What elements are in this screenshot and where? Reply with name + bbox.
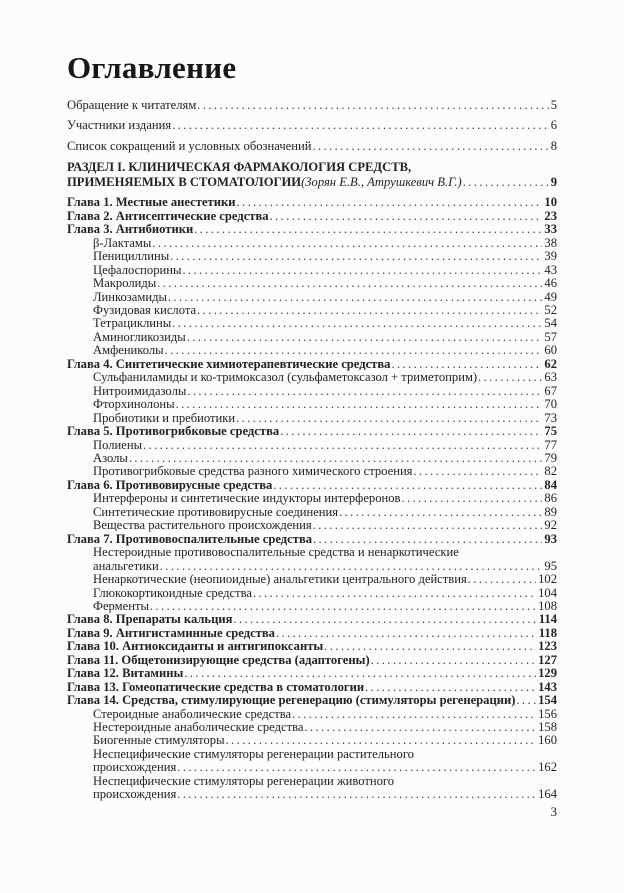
- dot-leader: [365, 681, 536, 694]
- toc-entry-label: Интерфероны и синтетические индукторы интерферонов: [93, 491, 401, 506]
- toc-line: [67, 546, 557, 559]
- toc-entry-page: 57: [544, 329, 557, 344]
- toc-entry-label: Аминогликозиды: [93, 329, 186, 344]
- toc-entry-label: Линкозамиды: [93, 289, 167, 304]
- toc-entry-page: 52: [544, 302, 557, 317]
- toc-entry: [67, 196, 557, 209]
- dot-leader: [172, 317, 542, 330]
- toc-entry-label: Фторхинолоны: [93, 397, 175, 412]
- dot-leader: [236, 196, 542, 209]
- toc-entry-label: Ферменты: [93, 598, 149, 613]
- toc-entry-label: Цефалоспорины: [93, 262, 182, 277]
- dot-leader: [478, 371, 542, 384]
- toc-entry: [67, 317, 557, 330]
- toc-entry-page: 82: [544, 464, 557, 479]
- toc-entry-label: Вещества растительного происхождения: [93, 518, 312, 533]
- dot-leader: [177, 761, 536, 774]
- toc-entry: [67, 694, 557, 707]
- toc-entry: [67, 667, 557, 680]
- toc-line: [67, 452, 557, 465]
- toc-entry: [67, 465, 557, 478]
- toc-line: [67, 492, 557, 505]
- toc-entry-label: Стероидные анаболические средства: [93, 706, 292, 721]
- toc-line: [67, 398, 557, 411]
- toc-entry: [67, 291, 557, 304]
- toc-entry-page: 129: [538, 666, 557, 681]
- toc-entry: [67, 223, 557, 236]
- toc-entry-page: 67: [544, 383, 557, 398]
- toc-line: [67, 175, 557, 190]
- toc-entry-label: происхождения: [93, 787, 177, 802]
- toc-entry: [67, 775, 557, 802]
- dot-leader: [152, 237, 542, 250]
- dot-leader: [313, 519, 543, 532]
- dot-leader: [182, 264, 542, 277]
- dot-leader: [157, 277, 542, 290]
- toc-entry-label: Азолы: [93, 450, 128, 465]
- toc-entry-page: 70: [544, 397, 557, 412]
- toc-entry-page: 54: [544, 316, 557, 331]
- toc-entry-authors: (Зорян Е.В., Атрушкевич В.Г.): [301, 175, 462, 190]
- toc-entry: [67, 640, 557, 653]
- toc-line: [67, 734, 557, 747]
- dot-leader: [143, 439, 542, 452]
- toc-entry-page: 92: [544, 518, 557, 533]
- toc-line: [67, 358, 557, 371]
- toc-entry-page: 10: [544, 195, 557, 210]
- dot-leader: [172, 119, 549, 132]
- toc-entry: [67, 533, 557, 546]
- dot-leader: [402, 492, 543, 505]
- toc-line: [67, 708, 557, 721]
- toc-entry-page: 93: [544, 531, 557, 546]
- dot-leader: [391, 358, 542, 371]
- toc-entry: [67, 140, 557, 153]
- toc-line: [67, 344, 557, 357]
- dot-leader: [324, 640, 536, 653]
- dot-leader: [197, 99, 548, 112]
- toc-line: [67, 761, 557, 774]
- toc-entry: [67, 654, 557, 667]
- toc-line: [67, 667, 557, 680]
- toc-entry: [67, 99, 557, 112]
- toc-line: [67, 681, 557, 694]
- dot-leader: [197, 304, 542, 317]
- toc-entry-page: 38: [544, 235, 557, 250]
- toc-line: [67, 465, 557, 478]
- toc-line: [67, 533, 557, 546]
- toc-entry-page: 86: [544, 491, 557, 506]
- toc-line: [67, 317, 557, 330]
- toc-entry-label: Глава 4. Синтетические химиотерапевтические средства: [67, 356, 391, 371]
- toc-line: [67, 385, 557, 398]
- toc-entry: [67, 385, 557, 398]
- toc-entry: [67, 160, 557, 190]
- toc-entry-label: Участники издания: [67, 118, 172, 133]
- toc-line: [67, 506, 557, 519]
- toc-entry-label: анальгетики: [93, 558, 159, 573]
- toc-entry-label: Глава 12. Витамины: [67, 666, 184, 681]
- toc-entry-label: Нестероидные противовоспалительные средства и ненаркотические: [93, 545, 459, 560]
- toc-entry-page: 75: [544, 424, 557, 439]
- toc-entry-label: Неспецифические стимуляторы регенерации растительного: [93, 746, 414, 761]
- toc-entry-page: 23: [544, 208, 557, 223]
- toc-entry-page: 127: [538, 652, 557, 667]
- toc-entry-label: Глава 6. Противовирусные средства: [67, 477, 273, 492]
- toc-entry-label: Глюкокортикоидные средства: [93, 585, 252, 600]
- dot-leader: [129, 452, 543, 465]
- dot-leader: [292, 708, 536, 721]
- toc-entry-label: β-Лактамы: [93, 235, 152, 250]
- toc-entry: [67, 439, 557, 452]
- toc-entry-page: 95: [544, 558, 557, 573]
- toc-entry-label: Нестероидные анаболические средства: [93, 720, 304, 735]
- toc-entry-page: 160: [538, 733, 557, 748]
- toc-entry-page: 33: [544, 222, 557, 237]
- toc-entry-page: 39: [544, 249, 557, 264]
- toc-entry: [67, 277, 557, 290]
- dot-leader: [304, 721, 536, 734]
- toc-entry-label: Пробиотики и пребиотики: [93, 410, 236, 425]
- toc-line: [67, 237, 557, 250]
- toc-line: [67, 627, 557, 640]
- toc-entry-page: 158: [538, 720, 557, 735]
- toc-line: [67, 210, 557, 223]
- toc-entry: [67, 412, 557, 425]
- toc-entry-label: Глава 13. Гомеопатические средства в стоматологии: [67, 679, 365, 694]
- page-title: Оглавление: [67, 50, 237, 85]
- toc-entry: [67, 587, 557, 600]
- dot-leader: [168, 291, 542, 304]
- toc-line: [67, 654, 557, 667]
- toc-line: [67, 748, 557, 761]
- toc-entry-label: Глава 1. Местные анестетики: [67, 195, 236, 210]
- dot-leader: [413, 465, 542, 478]
- toc-entry: [67, 748, 557, 775]
- toc-entry: [67, 304, 557, 317]
- toc-line: [67, 412, 557, 425]
- toc-line: [67, 479, 557, 492]
- toc-line: [67, 439, 557, 452]
- toc-entry: [67, 492, 557, 505]
- toc-list: [67, 99, 557, 802]
- toc-entry: [67, 721, 557, 734]
- toc-entry-label: Ненаркотические (неопиоидные) анальгетики центрального действия: [93, 572, 467, 587]
- toc-entry-label: происхождения: [93, 760, 177, 775]
- dot-leader: [226, 734, 537, 747]
- toc-entry: [67, 237, 557, 250]
- toc-line: [67, 160, 557, 175]
- toc-entry-label: Глава 11. Общетонизирующие средства (адаптогены): [67, 652, 370, 667]
- dot-leader: [312, 140, 548, 153]
- toc-entry: [67, 600, 557, 613]
- toc-entry-label: Глава 8. Препараты кальция: [67, 612, 233, 627]
- toc-entry: [67, 425, 557, 438]
- dot-leader: [170, 250, 542, 263]
- dot-leader: [313, 533, 542, 546]
- dot-leader: [371, 654, 536, 667]
- toc-entry-label: Противогрибковые средства разного химического строения: [93, 464, 413, 479]
- toc-entry: [67, 452, 557, 465]
- toc-line: [67, 560, 557, 573]
- toc-entry-page: 62: [544, 356, 557, 371]
- toc-entry: [67, 546, 557, 573]
- toc-entry-label: Глава 2. Антисептические средства: [67, 208, 269, 223]
- toc-entry: [67, 210, 557, 223]
- toc-entry-label: Глава 14. Средства, стимулирующие регенерацию (стимуляторы регенерации): [67, 693, 516, 708]
- toc-entry-page: 46: [544, 276, 557, 291]
- toc-entry: [67, 264, 557, 277]
- dot-leader: [160, 560, 543, 573]
- toc-entry-page: 114: [538, 612, 557, 627]
- toc-line: [67, 613, 557, 626]
- toc-entry: [67, 519, 557, 532]
- toc-entry-label: Неспецифические стимуляторы регенерации животного: [93, 773, 395, 788]
- toc-entry-page: 5: [550, 98, 557, 112]
- toc-entry-label: Полиены: [93, 437, 143, 452]
- toc-entry-label: Обращение к читателям: [67, 98, 197, 112]
- toc-entry-page: 143: [538, 679, 557, 694]
- toc-entry-label: Макролиды: [93, 276, 157, 291]
- toc-entry-page: 118: [538, 625, 557, 640]
- toc-entry-page: 162: [538, 760, 557, 775]
- dot-leader: [276, 627, 537, 640]
- toc-entry-label: Глава 3. Антибиотики: [67, 222, 194, 237]
- toc-entry-label: Список сокращений и условных обозначений: [67, 138, 312, 153]
- toc-entry-label: Биогенные стимуляторы: [93, 733, 225, 748]
- toc-entry: [67, 734, 557, 747]
- page-number: 3: [550, 804, 557, 819]
- toc-entry-page: 6: [550, 118, 557, 133]
- dot-leader: [194, 223, 542, 236]
- dot-leader: [176, 398, 543, 411]
- toc-entry: [67, 250, 557, 263]
- dot-leader: [468, 573, 536, 586]
- toc-entry-page: 8: [550, 138, 557, 153]
- toc-entry-page: 102: [538, 572, 557, 587]
- toc-entry: [67, 398, 557, 411]
- toc-entry-page: 154: [538, 693, 557, 708]
- dot-leader: [187, 331, 543, 344]
- toc-line: [67, 573, 557, 586]
- toc-entry-label: Глава 5. Противогрибковые средства: [67, 424, 280, 439]
- toc-entry: [67, 344, 557, 357]
- dot-leader: [187, 385, 542, 398]
- toc-line: [67, 721, 557, 734]
- toc-entry-page: 84: [544, 477, 557, 492]
- toc-entry: [67, 331, 557, 344]
- toc-entry-page: 43: [544, 262, 557, 277]
- toc-line: [67, 600, 557, 613]
- dot-leader: [516, 694, 536, 707]
- dot-leader: [270, 210, 543, 223]
- toc-entry-page: 79: [544, 450, 557, 465]
- toc-line: [67, 140, 557, 153]
- toc-entry-page: 63: [544, 370, 557, 385]
- toc-entry-label: Глава 7. Противовоспалительные средства: [67, 531, 313, 546]
- dot-leader: [236, 412, 542, 425]
- toc-entry: [67, 573, 557, 586]
- dot-leader: [339, 506, 542, 519]
- toc-line: [67, 694, 557, 707]
- dot-leader: [184, 667, 536, 680]
- dot-leader: [280, 425, 542, 438]
- dot-leader: [233, 613, 536, 626]
- toc-entry-page: 123: [538, 639, 557, 654]
- toc-entry: [67, 613, 557, 626]
- toc-entry-page: 89: [544, 504, 557, 519]
- toc-entry: [67, 358, 557, 371]
- toc-line: [67, 291, 557, 304]
- toc-line: [67, 119, 557, 132]
- dot-leader: [463, 175, 549, 190]
- toc-entry-label: Синтетические противовирусные соединения: [93, 504, 339, 519]
- toc-entry: [67, 506, 557, 519]
- toc-line: [67, 425, 557, 438]
- toc-entry-page: 108: [538, 598, 557, 613]
- toc-entry-page: 164: [538, 787, 557, 802]
- toc-line: [67, 519, 557, 532]
- toc-line: [67, 331, 557, 344]
- toc-line: [67, 371, 557, 384]
- dot-leader: [253, 587, 536, 600]
- toc-entry-label: Нитроимидазолы: [93, 383, 187, 398]
- toc-entry-label: Амфениколы: [93, 343, 164, 358]
- toc-entry-page: 49: [544, 289, 557, 304]
- toc-entry-page: 104: [538, 585, 557, 600]
- toc-entry-page: 77: [544, 437, 557, 452]
- toc-entry-label: Пенициллины: [93, 249, 170, 264]
- toc-entry: [67, 708, 557, 721]
- toc-line: [67, 250, 557, 263]
- toc-line: [67, 788, 557, 801]
- toc-entry-label: Глава 10. Антиоксиданты и антигипоксанты: [67, 639, 324, 654]
- toc-entry-label: Сульфаниламиды и ко-тримоксазол (сульфаметоксазол + триметоприм): [93, 370, 478, 385]
- toc-entry-page: 9: [550, 175, 557, 190]
- toc-entry-label: ПРИМЕНЯЕМЫХ В СТОМАТОЛОГИИ: [67, 175, 302, 190]
- toc-line: [67, 640, 557, 653]
- toc-line: [67, 587, 557, 600]
- toc-entry-label: Глава 9. Антигистаминные средства: [67, 625, 275, 640]
- toc-line: [67, 196, 557, 209]
- toc-entry: [67, 479, 557, 492]
- toc-entry-label: Тетрациклины: [93, 316, 172, 331]
- dot-leader: [150, 600, 536, 613]
- toc-entry-label: РАЗДЕЛ I. КЛИНИЧЕСКАЯ ФАРМАКОЛОГИЯ СРЕДСТВ,: [67, 160, 412, 175]
- toc-entry: [67, 371, 557, 384]
- toc-entry: [67, 627, 557, 640]
- toc-line: [67, 775, 557, 788]
- toc-line: [67, 264, 557, 277]
- toc-entry-page: 156: [538, 706, 557, 721]
- toc-entry: [67, 119, 557, 132]
- toc-line: [67, 277, 557, 290]
- toc-line: [67, 99, 557, 112]
- toc-line: [67, 304, 557, 317]
- toc-entry-page: 60: [544, 343, 557, 358]
- dot-leader: [273, 479, 542, 492]
- dot-leader: [177, 788, 536, 801]
- toc-entry: [67, 681, 557, 694]
- toc-entry-page: 73: [544, 410, 557, 425]
- dot-leader: [165, 344, 543, 357]
- toc-line: [67, 223, 557, 236]
- toc-entry-label: Фузидовая кислота: [93, 302, 197, 317]
